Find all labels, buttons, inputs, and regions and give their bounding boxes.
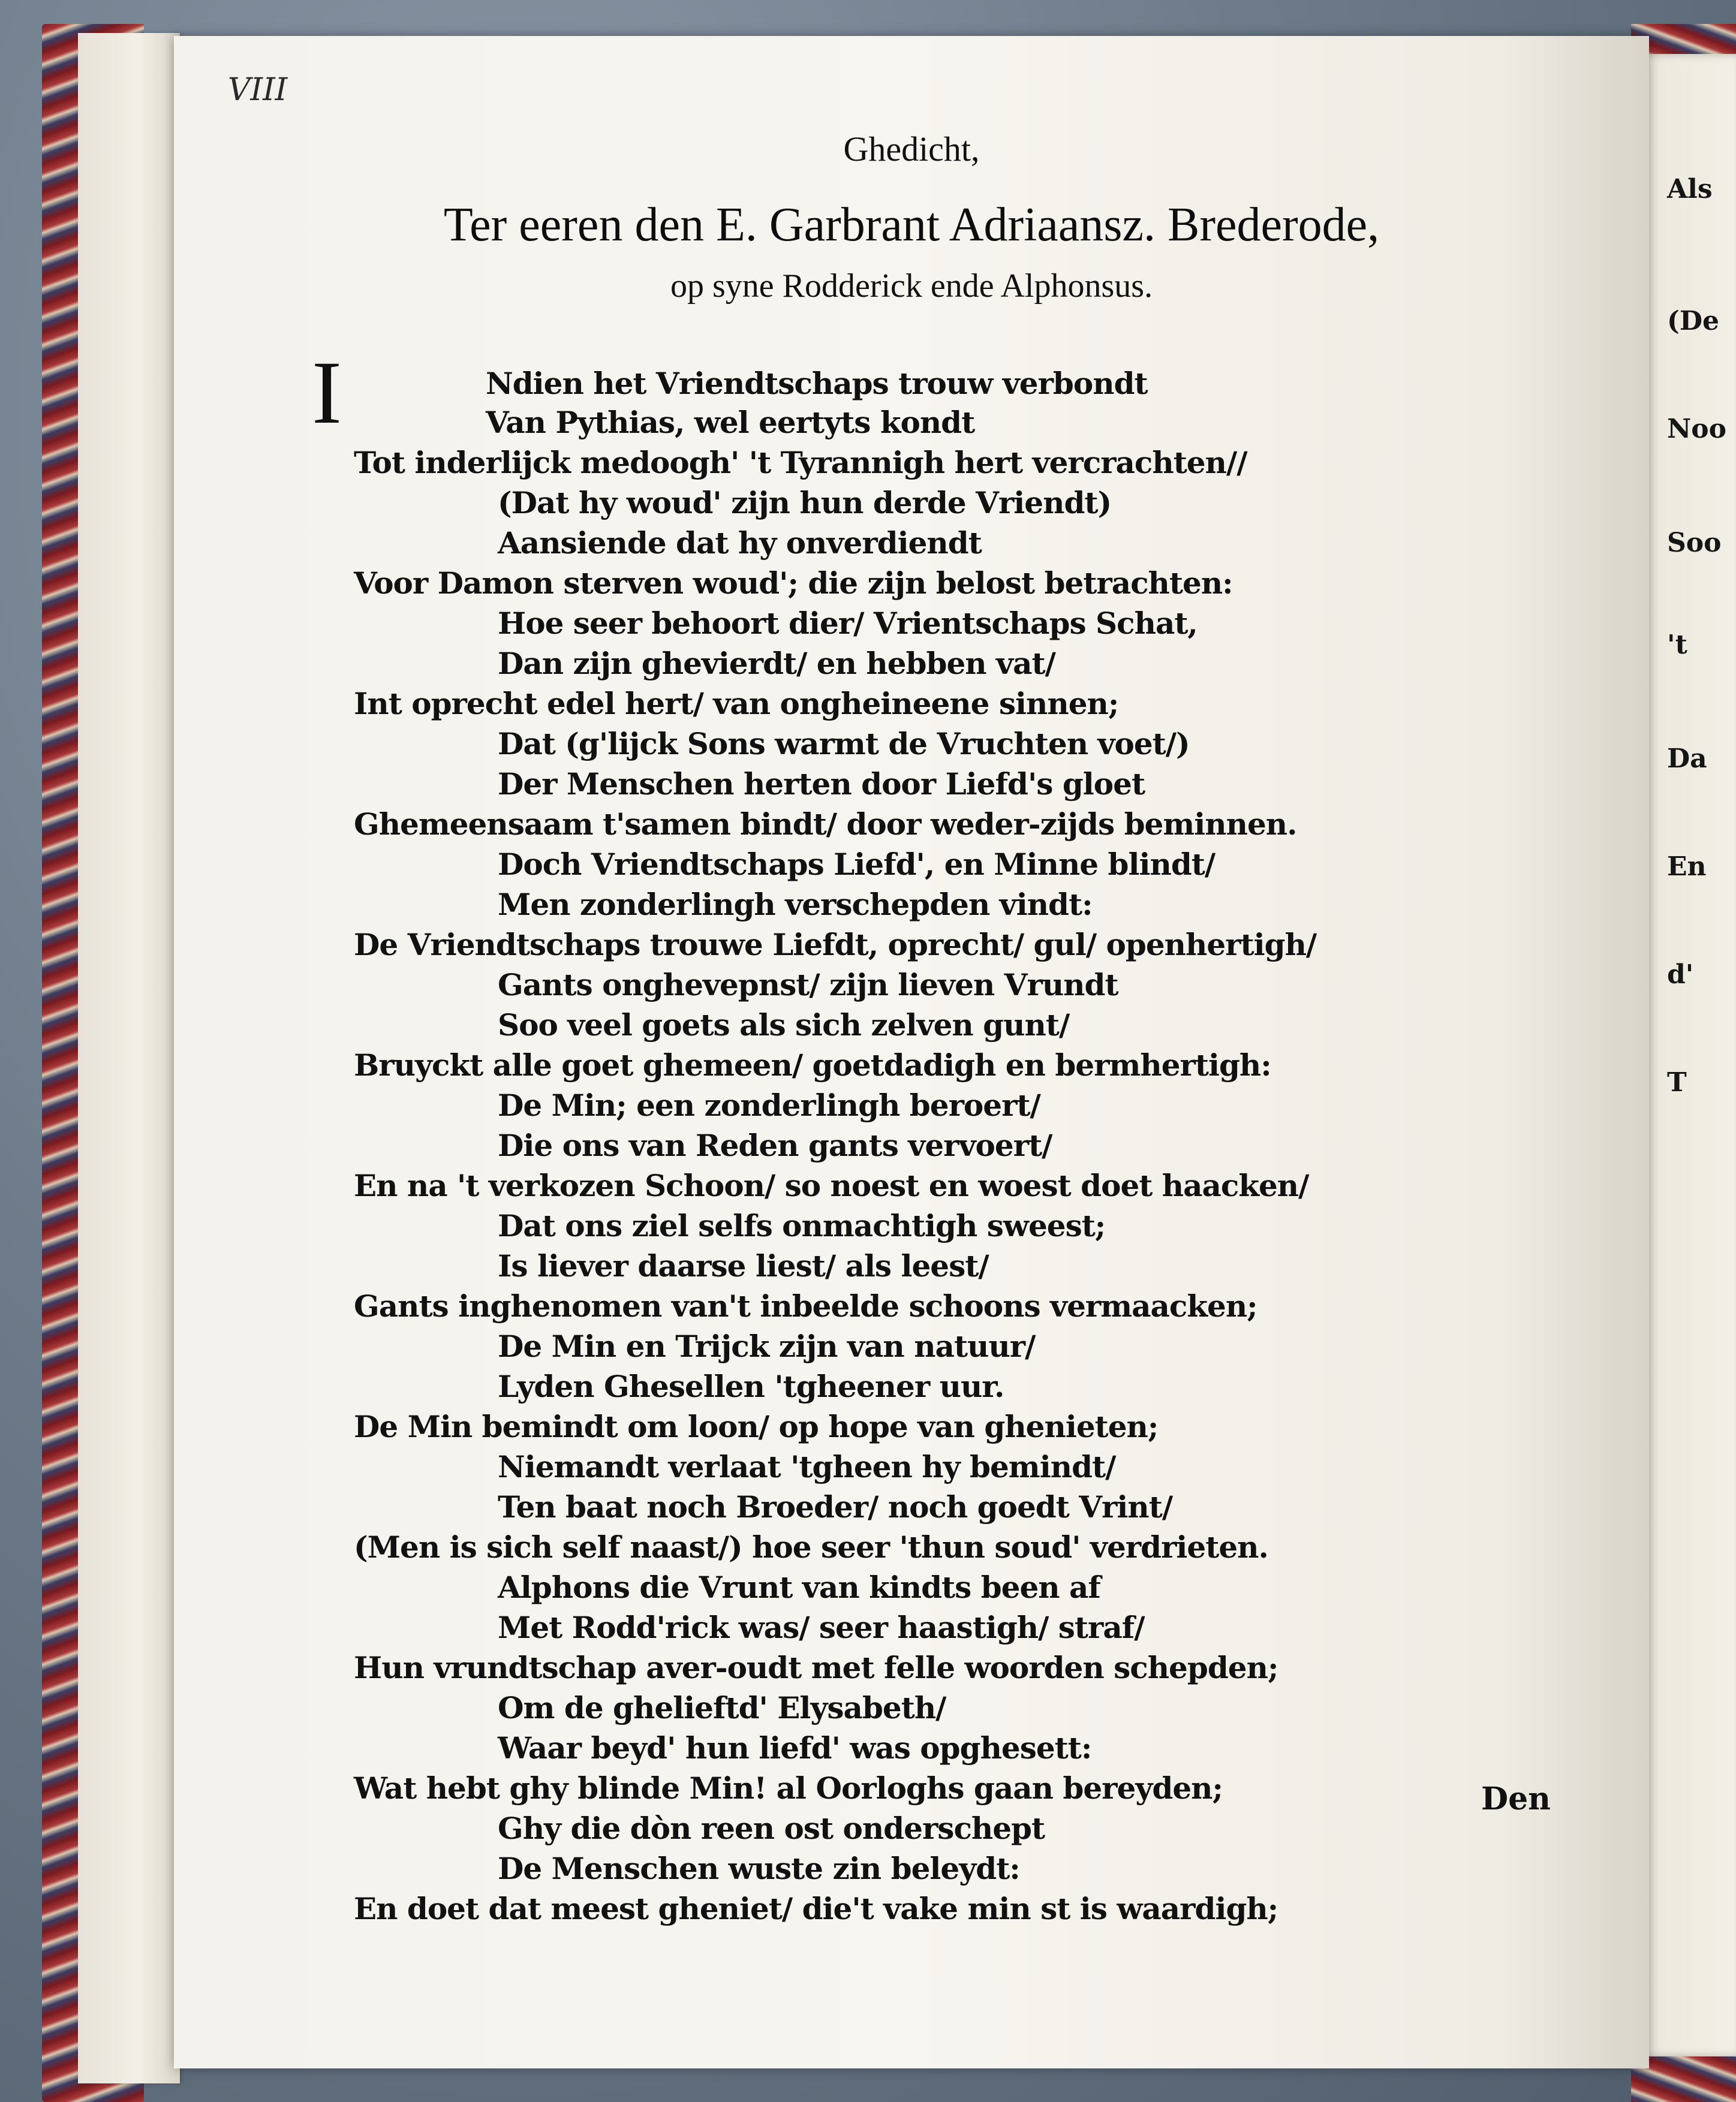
poem-line: Dat (g'lijck Sons warmt de Vruchten voet/) xyxy=(498,726,1190,761)
poem-line: Is liever daarse liest/ als leest/ xyxy=(498,1248,989,1284)
facing-page-word: En xyxy=(1667,851,1707,882)
poem-line: De Vriendtschaps trouwe Liefdt, oprecht/ gul/ openhertigh/ xyxy=(354,927,1317,962)
flyleaf xyxy=(78,33,180,2083)
poem-line: Tot inderlijck medoogh' 't Tyrannigh hert vercrachten// xyxy=(354,445,1247,480)
poem-line: Alphons die Vrunt van kindts been af xyxy=(498,1570,1100,1605)
poem-line: De Min en Trijck zijn van natuur/ xyxy=(498,1329,1036,1364)
poem-line: Dan zijn ghevierdt/ en hebben vat/ xyxy=(498,646,1055,681)
poem-line: Gants inghenomen van't inbeelde schoons vermaacken; xyxy=(354,1288,1257,1324)
poem-line: Ghy die dòn reen ost onderschept xyxy=(498,1811,1045,1846)
poem-line: Dat ons ziel selfs onmachtigh sweest; xyxy=(498,1208,1106,1243)
poem-line: Van Pythias, wel eertyts kondt xyxy=(486,405,975,440)
book-page xyxy=(174,36,1649,2068)
folio-number: VIII xyxy=(228,72,288,108)
facing-page-word: d' xyxy=(1667,959,1694,990)
poem-line: Wat hebt ghy blinde Min! al Oorloghs gaan bereyden; xyxy=(354,1770,1223,1806)
poem-line: Ghemeensaam t'samen bindt/ door weder-zijds beminnen. xyxy=(354,806,1297,842)
poem-line: Gants onghevepnst/ zijn lieven Vrundt xyxy=(498,967,1118,1002)
heading-title: Ter eeren den E. Garbrant Adriaansz. Brederode, xyxy=(443,198,1380,251)
poem-line: Niemandt verlaat 'tgheen hy bemindt/ xyxy=(498,1449,1116,1484)
poem-line: Die ons van Reden gants vervoert/ xyxy=(498,1128,1052,1163)
poem-line: Ndien het Vriendtschaps trouw verbondt xyxy=(486,366,1148,401)
poem-line: (Men is sich self naast/) hoe seer 'thun soud' verdrieten. xyxy=(354,1529,1268,1565)
poem-line: Soo veel goets als sich zelven gunt/ xyxy=(498,1007,1070,1043)
poem-line: (Dat hy woud' zijn hun derde Vriendt) xyxy=(498,485,1112,520)
poem-line: Met Rodd'rick was/ seer haastigh/ straf/ xyxy=(498,1610,1145,1645)
poem-line: Hoe seer behoort dier/ Vrientschaps Schat, xyxy=(498,606,1198,641)
drop-capital: I xyxy=(312,343,342,442)
poem-line: Voor Damon sterven woud'; die zijn belost betrachten: xyxy=(354,565,1233,601)
poem-line: Int oprecht edel hert/ van ongheineene sinnen; xyxy=(354,686,1119,721)
poem-line: En doet dat meest gheniet/ die't vake min st is waardigh; xyxy=(354,1891,1278,1926)
catchword: Den xyxy=(1481,1781,1551,1817)
heading-ghedicht: Ghedicht, xyxy=(843,130,980,168)
poem-line: Aansiende dat hy onverdiendt xyxy=(498,525,982,561)
facing-page-word: Als xyxy=(1667,174,1713,204)
poem-line: Der Menschen herten door Liefd's gloet xyxy=(498,766,1145,802)
facing-page-word: 't xyxy=(1667,630,1687,660)
poem-line: Waar beyd' hun liefd' was opghesett: xyxy=(498,1730,1092,1766)
facing-page-word: Noo xyxy=(1667,414,1726,444)
poem-line: De Min; een zonderlingh beroert/ xyxy=(498,1088,1040,1123)
heading-subtitle: op syne Rodderick ende Alphonsus. xyxy=(670,267,1153,305)
poem-line: Om de ghelieftd' Elysabeth/ xyxy=(498,1690,946,1725)
facing-page-word: T xyxy=(1667,1067,1687,1098)
poem-line: Men zonderlingh verschepden vindt: xyxy=(498,887,1093,922)
poem-line: Ten baat noch Broeder/ noch goedt Vrint/ xyxy=(498,1489,1173,1525)
poem-line: Doch Vriendtschaps Liefd', en Minne blindt/ xyxy=(498,847,1215,882)
facing-page-word: Da xyxy=(1667,743,1707,774)
poem-line: De Menschen wuste zin beleydt: xyxy=(498,1851,1020,1886)
poem-line: En na 't verkozen Schoon/ so noest en woest doet haacken/ xyxy=(354,1168,1309,1203)
facing-page-word: (De xyxy=(1667,306,1719,336)
facing-page-word: Soo xyxy=(1667,528,1722,558)
poem-line: Lyden Ghesellen 'tgheener uur. xyxy=(498,1369,1004,1404)
poem-line: Bruyckt alle goet ghemeen/ goetdadigh en bermhertigh: xyxy=(354,1047,1271,1083)
poem-line: Hun vrundtschap aver-oudt met felle woorden schepden; xyxy=(354,1650,1278,1685)
poem-line: De Min bemindt om loon/ op hope van ghenieten; xyxy=(354,1409,1159,1444)
